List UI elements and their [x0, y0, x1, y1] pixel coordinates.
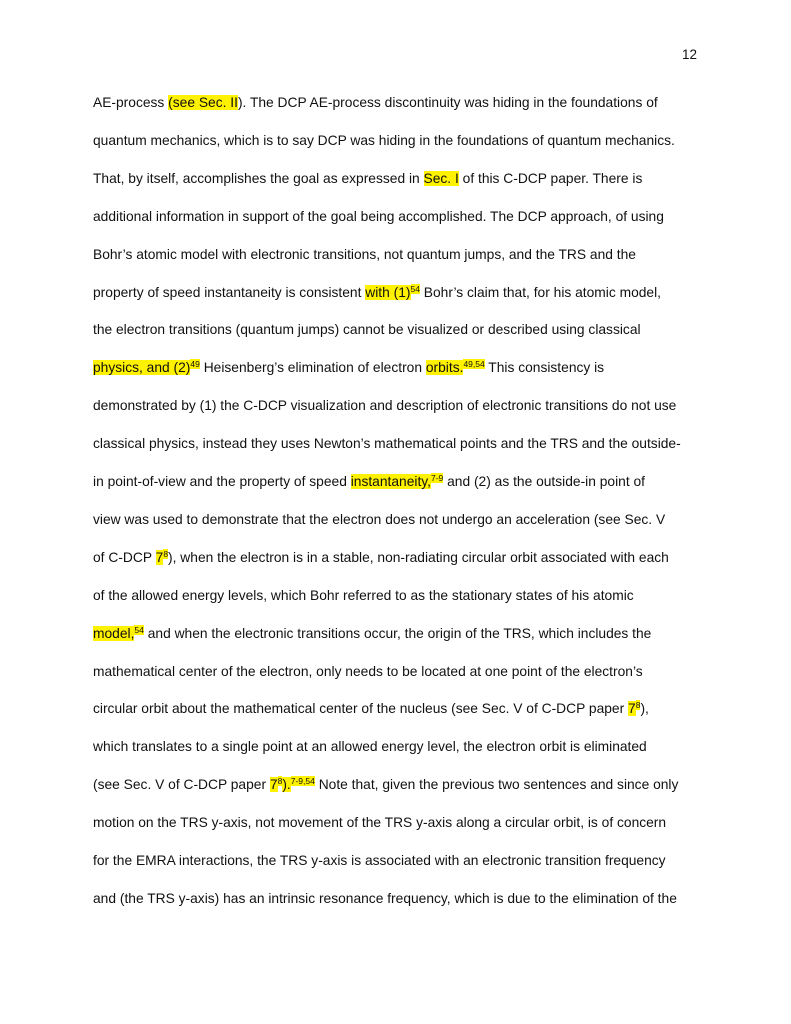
highlighted-text: instantaneity, — [350, 474, 431, 489]
text-line — [93, 625, 651, 643]
highlighted-text: orbits. — [425, 360, 464, 376]
text-line — [93, 852, 666, 870]
text-run: additional information in support of the goal being accomplished. The DCP approach, of using — [93, 208, 664, 224]
text-line — [93, 738, 647, 756]
citation-superscript: 54 — [410, 283, 420, 294]
citation-superscript: 49 — [190, 359, 200, 370]
text-run: circular orbit about the mathematical center of the nucleus (see Sec. V of C-DCP paper — [93, 701, 629, 717]
text-line — [93, 814, 666, 832]
text-line — [93, 587, 634, 605]
text-run: of the allowed energy levels, which Bohr referred to as the stationary states of his atomic — [93, 587, 634, 603]
citation-superscript: 7-9,54 — [290, 776, 315, 787]
text-run: quantum mechanics, which is to say DCP was hiding in the foundations of quantum mechanics. — [93, 132, 675, 148]
text-line — [93, 170, 642, 188]
highlighted-text: Sec. I — [423, 170, 459, 186]
text-line — [93, 359, 604, 377]
text-run: AE-process — [93, 95, 169, 110]
text-line — [93, 473, 645, 491]
highlighted-text: ). — [282, 777, 291, 793]
text-run: for the EMRA interactions, the TRS y-axis is associated with an electronic transition frequency — [93, 853, 666, 868]
text-run: and (the TRS y-axis) has an intrinsic resonance frequency, which is due to the elimination of the — [93, 890, 677, 906]
text-run: the electron transitions (quantum jumps) cannot be visualized or described using classical — [93, 322, 641, 338]
text-run: ). The DCP AE-process discontinuity was hiding in the foundations of — [237, 95, 658, 110]
text-line — [93, 776, 678, 794]
highlighted-text: (see Sec. II — [168, 95, 238, 110]
text-run: and (2) as the outside-in point of — [443, 474, 645, 489]
text-run: (see Sec. V of C-DCP paper — [93, 777, 270, 793]
text-line — [93, 700, 649, 718]
text-line — [93, 94, 658, 112]
citation-superscript: 8 — [635, 700, 641, 711]
text-run: in point-of-view and the property of speed — [93, 474, 351, 489]
text-run: which translates to a single point at an allowed energy level, the electron orbit is eliminated — [93, 739, 647, 755]
text-line — [93, 435, 681, 453]
text-line — [93, 132, 675, 150]
text-line — [93, 890, 677, 908]
page-number: 12 — [681, 47, 697, 62]
highlighted-text: physics, and (2) — [93, 360, 191, 376]
text-line — [93, 208, 664, 226]
text-line — [93, 397, 676, 415]
text-run: view was used to demonstrate that the electron does not undergo an acceleration (see Sec. V — [93, 511, 666, 527]
text-run: That, by itself, accomplishes the goal as expressed in — [93, 170, 424, 186]
text-run: of this C-DCP paper. There is — [458, 170, 643, 186]
text-run: demonstrated by (1) the C-DCP visualization and description of electronic transitions do not use — [93, 398, 677, 414]
highlighted-text: 7 — [628, 701, 636, 717]
highlighted-text: model, — [93, 625, 135, 641]
citation-superscript: 54 — [134, 624, 144, 635]
text-run: motion on the TRS y-axis, not movement of the TRS y-axis along a circular orbit, is of concern — [93, 815, 667, 831]
citation-superscript: 7-9 — [430, 473, 444, 483]
text-run: Note that, given the previous two sentences and since only — [314, 777, 679, 793]
citation-superscript: 8 — [163, 548, 169, 559]
text-run: Bohr’s atomic model with electronic transitions, not quantum jumps, and the TRS and the — [93, 246, 636, 262]
text-run: property of speed instantaneity is consistent — [93, 284, 366, 300]
text-run: of C-DCP — [93, 549, 156, 565]
highlighted-text: 7 — [269, 777, 278, 793]
text-run: mathematical center of the electron, only needs to be located at one point of the electron’s — [93, 663, 643, 679]
citation-superscript: 8 — [277, 776, 283, 787]
text-line — [93, 511, 665, 529]
text-line — [93, 246, 636, 264]
highlighted-text: 7 — [155, 549, 164, 565]
text-line — [93, 321, 641, 339]
text-line — [93, 549, 669, 567]
text-run: Bohr’s claim that, for his atomic model, — [419, 284, 661, 300]
text-run: Heisenberg’s elimination of electron — [199, 360, 426, 376]
text-run: ), — [640, 701, 649, 717]
citation-superscript: 49,54 — [463, 359, 485, 370]
text-line — [93, 663, 643, 681]
text-run: classical physics, instead they uses Newton’s mathematical points and the TRS and the outside- — [93, 436, 681, 452]
text-line — [93, 284, 661, 302]
text-run: and when the electronic transitions occur, the origin of the TRS, which includes the — [143, 625, 652, 641]
text-run: This consistency is — [484, 360, 605, 376]
highlighted-text: with (1) — [365, 284, 411, 300]
text-run: ), when the electron is in a stable, non-radiating circular orbit associated with each — [168, 549, 669, 565]
